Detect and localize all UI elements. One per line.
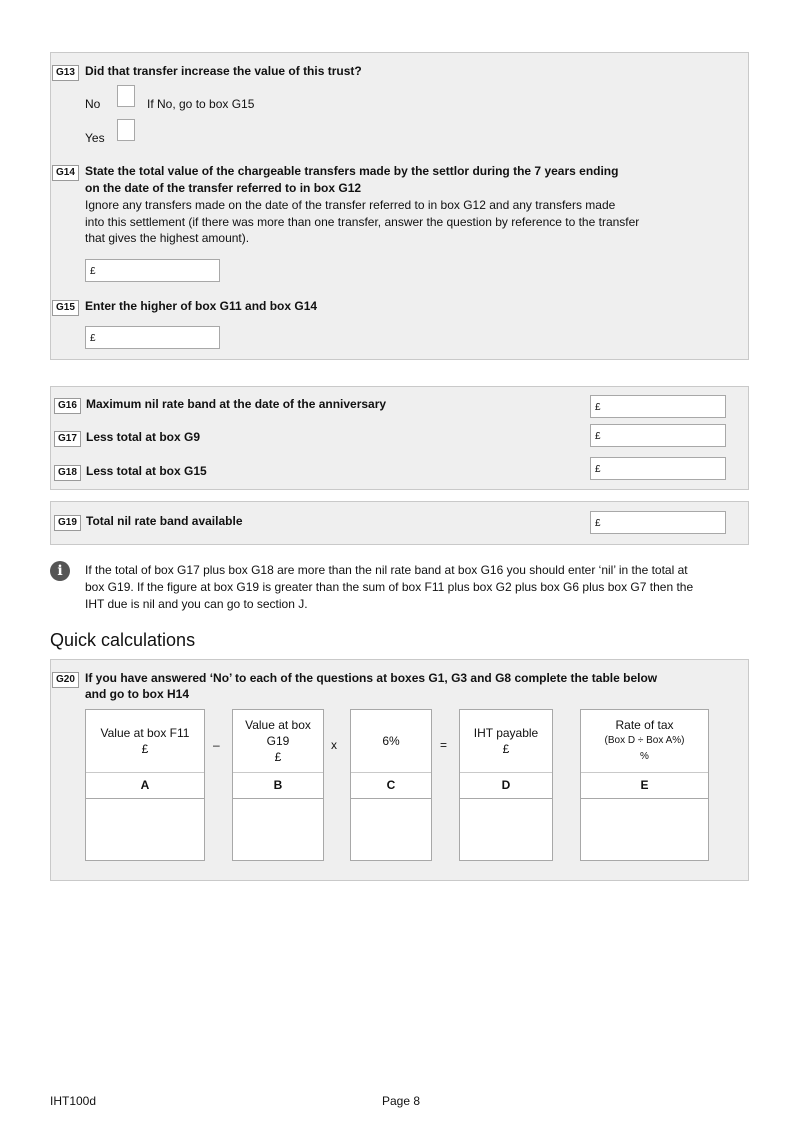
g13-no-hint: If No, go to box G15 xyxy=(147,97,255,111)
calc-column-e xyxy=(580,709,709,861)
column-b-line1: Value at box xyxy=(245,718,311,732)
info-line1: If the total of box G17 plus box G18 are more than the nil rate band at box G16 you should enter ‘nil’ in the total at xyxy=(85,563,688,577)
g17-amount-field[interactable]: £ xyxy=(590,424,726,447)
column-d-line1: IHT payable xyxy=(473,726,539,740)
g13-yes-label: Yes xyxy=(85,131,105,145)
g18-label: Less total at box G15 xyxy=(86,464,207,478)
calc-column-d-header xyxy=(460,710,552,772)
box-id-g15: G15 xyxy=(52,300,79,316)
box-id-g19: G19 xyxy=(54,515,81,531)
column-c-line1: 6% xyxy=(382,734,400,748)
calc-column-c-header xyxy=(351,710,431,772)
g13-no-checkbox[interactable] xyxy=(117,85,135,107)
column-e-line1: Rate of tax xyxy=(615,718,674,732)
minus-operator: – xyxy=(213,738,220,752)
footer-form-code: IHT100d xyxy=(50,1094,97,1108)
box-id-g17: G17 xyxy=(54,431,81,447)
g15-question: Enter the higher of box G11 and box G14 xyxy=(85,299,318,313)
g13-yes-checkbox[interactable] xyxy=(117,119,135,141)
calc-column-e-header xyxy=(581,710,708,772)
g14-question-line2: on the date of the transfer referred to in box G12 xyxy=(85,181,362,195)
calc-column-b-header xyxy=(233,710,323,772)
g20-question-line1: If you have answered ‘No’ to each of the questions at boxes G1, G3 and G8 complete the table below xyxy=(85,671,658,685)
column-c-letter: C xyxy=(351,772,431,799)
g16-label: Maximum nil rate band at the date of the anniversary xyxy=(86,397,387,411)
column-a-input[interactable] xyxy=(86,798,204,860)
calc-column-a xyxy=(85,709,205,861)
column-b-line3: £ xyxy=(274,750,282,764)
info-line2: box G19. If the figure at box G19 is greater than the sum of box F11 plus box G2 plus box G6 plus box G7 then the xyxy=(85,580,694,594)
column-d-letter: D xyxy=(460,772,552,799)
column-b-letter: B xyxy=(233,772,323,799)
info-icon: i xyxy=(50,561,70,581)
g19-label: Total nil rate band available xyxy=(86,514,243,528)
column-a-line1: Value at box F11 xyxy=(100,726,190,740)
column-a-line2: £ xyxy=(141,742,149,756)
g15-amount-field[interactable]: £ xyxy=(85,326,220,349)
g19-amount-field[interactable]: £ xyxy=(590,511,726,534)
box-id-g20: G20 xyxy=(52,672,79,688)
column-e-line3: % xyxy=(640,751,649,762)
g14-question-line1: State the total value of the chargeable transfers made by the settlor during the 7 years ending xyxy=(85,164,619,178)
box-id-g14: G14 xyxy=(52,165,79,181)
quick-calculations-heading: Quick calculations xyxy=(50,630,196,650)
equals-operator: = xyxy=(440,738,448,752)
calc-column-c xyxy=(350,709,432,861)
g14-note-line1: Ignore any transfers made on the date of the transfer referred to in box G12 and any transfers made xyxy=(85,198,616,212)
calc-column-a-header xyxy=(86,710,204,772)
g18-amount-field[interactable]: £ xyxy=(590,457,726,480)
g14-amount-field[interactable]: £ xyxy=(85,259,220,282)
calc-column-d xyxy=(459,709,553,861)
info-line3: IHT due is nil and you can go to section J. xyxy=(85,597,308,611)
column-e-input[interactable] xyxy=(581,798,708,860)
g13-question: Did that transfer increase the value of this trust? xyxy=(85,64,362,78)
calc-column-b xyxy=(232,709,324,861)
box-id-g18: G18 xyxy=(54,465,81,481)
column-e-line2: (Box D ÷ Box A%) xyxy=(604,735,685,746)
column-c-input[interactable] xyxy=(351,798,431,860)
g14-note-line3: that gives the highest amount). xyxy=(85,231,250,245)
column-e-letter: E xyxy=(581,772,708,799)
column-d-line2: £ xyxy=(502,742,510,756)
column-d-input[interactable] xyxy=(460,798,552,860)
column-a-letter: A xyxy=(86,772,204,799)
footer-page-number: Page 8 xyxy=(382,1094,421,1108)
g17-label: Less total at box G9 xyxy=(86,430,201,444)
box-id-g16: G16 xyxy=(54,398,81,414)
g16-amount-field[interactable]: £ xyxy=(590,395,726,418)
g14-note-line2: into this settlement (if there was more than one transfer, answer the question by reference to the transfer xyxy=(85,215,640,229)
g20-question-line2: and go to box H14 xyxy=(85,687,190,701)
column-b-line2: G19 xyxy=(266,734,290,748)
column-b-input[interactable] xyxy=(233,798,323,860)
box-id-g13: G13 xyxy=(52,65,79,81)
multiply-operator: x xyxy=(331,738,337,752)
g13-no-label: No xyxy=(85,97,101,111)
